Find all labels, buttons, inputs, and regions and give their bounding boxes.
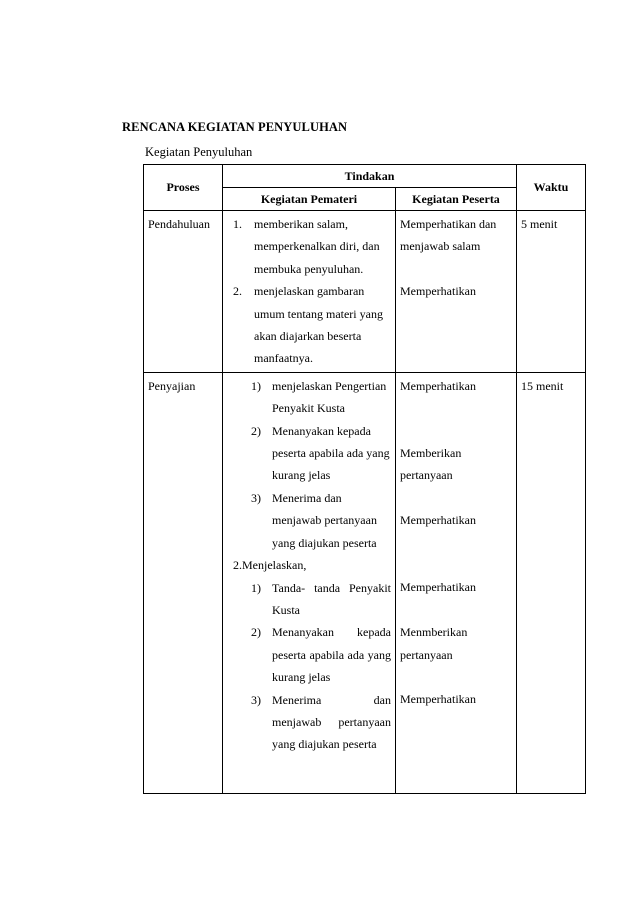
- proses-cell: [144, 211, 223, 373]
- header-tindakan: Tindakan: [223, 165, 517, 188]
- header-kegiatan-peserta: Kegiatan Peserta: [396, 188, 517, 211]
- peserta-line: menjawab salam: [400, 239, 481, 254]
- peserta-line: Memperhatikan: [400, 378, 476, 393]
- document-title: RENCANA KEGIATAN PENYULUHAN: [122, 120, 348, 134]
- peserta-cell: [396, 372, 517, 793]
- list-item: [227, 375, 391, 420]
- activity-plan-table: [143, 164, 586, 794]
- header-kegiatan-pemateri: Kegiatan Pemateri: [223, 188, 396, 211]
- peserta-line: pertanyaan: [400, 468, 453, 483]
- list-item: [227, 420, 391, 487]
- list-item: [227, 213, 391, 280]
- list-text: Menanyakan kepada peserta apabila ada yang kurang jelas: [272, 625, 391, 685]
- peserta-line: [400, 554, 512, 576]
- table-row: [144, 372, 586, 793]
- peserta-line: Memperhatikan: [400, 513, 476, 528]
- list-text: menjelaskan Pengertian Penyakit Kusta: [272, 378, 387, 416]
- list-text: Tanda- tanda Penyakit Kusta: [272, 580, 391, 617]
- list-text: Menerima dan menjawab pertanyaan yang diajukan peserta: [272, 490, 377, 550]
- document-subtitle: Kegiatan Penyuluhan: [145, 145, 253, 159]
- proses-label: Pendahuluan: [148, 217, 210, 231]
- waktu-value: 15 menit: [521, 378, 564, 393]
- peserta-line: Memperhatikan: [400, 580, 476, 595]
- peserta-line: [400, 258, 512, 280]
- list-item: [227, 621, 391, 688]
- peserta-line: [400, 532, 512, 554]
- waktu-cell: [517, 372, 586, 793]
- peserta-cell: [396, 211, 517, 373]
- proses-label: Penyajian: [148, 378, 196, 393]
- peserta-line: Memperhatikan: [400, 692, 476, 707]
- list-text: memberikan salam, memperkenalkan diri, dan membuka penyuluhan.: [254, 217, 380, 276]
- pemateri-list-a: [227, 375, 391, 554]
- peserta-line: Memperhatikan dan: [400, 217, 497, 231]
- list-text: Menerima dan menjawab pertanyaan yang diajukan peserta: [272, 692, 391, 752]
- header-waktu: Waktu: [517, 165, 586, 211]
- pemateri-list: [227, 213, 391, 370]
- list-item: [227, 280, 391, 370]
- list-marker: 2): [251, 423, 261, 438]
- list-item: [227, 487, 391, 554]
- peserta-line: [400, 397, 512, 419]
- header-proses: Proses: [144, 165, 223, 211]
- list-marker: 3): [251, 490, 261, 505]
- pemateri-cell: [223, 211, 396, 373]
- pemateri-subheading: 2.Menjelaskan,: [233, 558, 307, 573]
- peserta-line: Memperhatikan: [400, 284, 476, 299]
- list-text: menjelaskan gambaran umum tentang materi yang akan diajarkan beserta manfaatnya.: [254, 284, 383, 366]
- peserta-line: pertanyaan: [400, 647, 453, 662]
- peserta-line: Menmberikan: [400, 625, 468, 640]
- list-marker: 1): [251, 580, 261, 595]
- proses-cell: [144, 372, 223, 793]
- pemateri-list-b: [227, 577, 391, 756]
- list-marker: 3): [251, 692, 261, 707]
- waktu-value: 5 menit: [521, 217, 558, 231]
- list-marker: 2): [251, 625, 261, 640]
- table-row: [144, 211, 586, 373]
- peserta-line: [400, 599, 512, 621]
- header-row: [144, 165, 586, 188]
- waktu-cell: [517, 211, 586, 373]
- list-marker: 2.: [233, 284, 242, 299]
- peserta-line: [400, 420, 512, 442]
- peserta-line: [400, 487, 512, 509]
- list-text: Menanyakan kepada peserta apabila ada yang kurang jelas: [272, 423, 390, 483]
- peserta-line: [400, 666, 512, 688]
- list-item: [227, 577, 391, 622]
- list-marker: 1): [251, 378, 261, 393]
- peserta-line: Memberikan: [400, 446, 462, 461]
- pemateri-cell: [223, 372, 396, 793]
- list-item: [227, 689, 391, 756]
- list-marker: 1.: [233, 217, 242, 231]
